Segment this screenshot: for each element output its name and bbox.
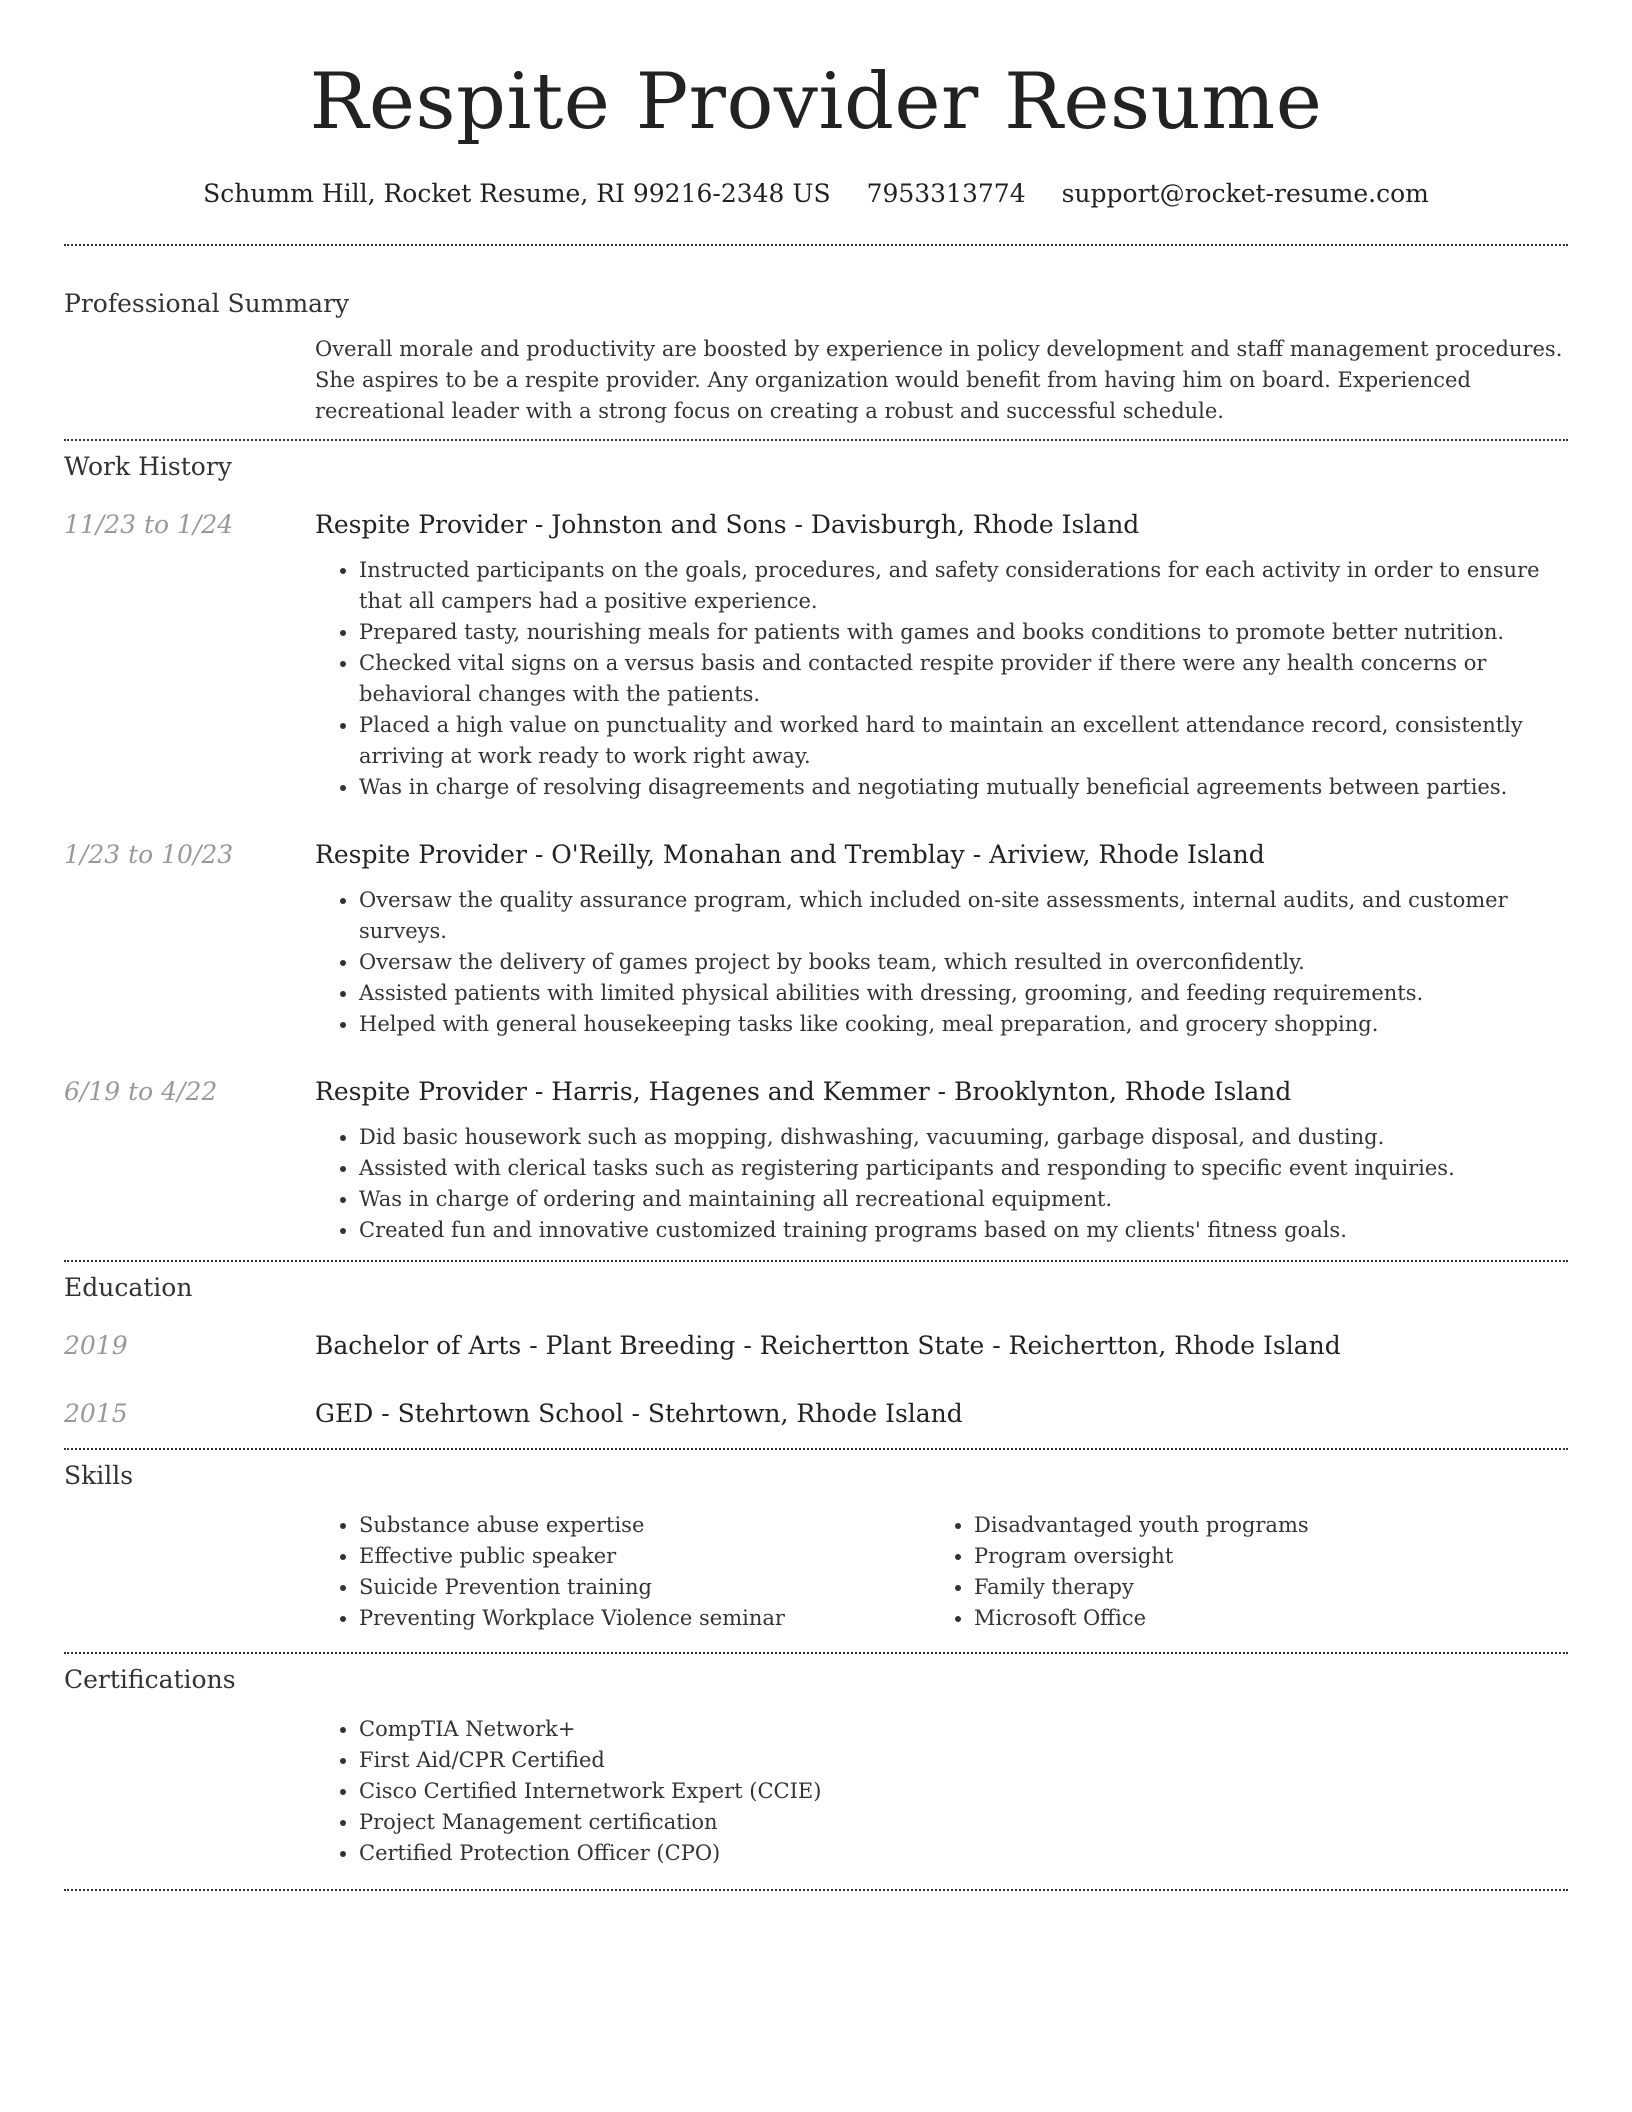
list-item: • Oversaw the delivery of games project by books team, which resulted in overconfidently. [359, 947, 1568, 978]
skills-section [64, 1450, 1568, 1634]
list-item: • Assisted patients with limited physical abilities with dressing, grooming, and feeding requirements. [359, 978, 1568, 1009]
contact-line [64, 178, 1568, 210]
list-item: • Project Management certification [359, 1807, 930, 1838]
job-title: Respite Provider - Johnston and Sons - Davisburgh, Rhode Island [315, 510, 1140, 539]
list-item: • Helped with general housekeeping tasks like cooking, meal preparation, and grocery shopping. [359, 1009, 1568, 1040]
list-item: • Suicide Prevention training [359, 1572, 930, 1603]
education-text: GED - Stehrtown School - Stehrtown, Rhode Island [315, 1399, 963, 1428]
education-text: Bachelor of Arts - Plant Breeding - Reichertton State - Reichertton, Rhode Island [315, 1331, 1341, 1360]
list-item: • Did basic housework such as mopping, dishwashing, vacuuming, garbage disposal, and dusting. [359, 1122, 1568, 1153]
contact-email: support@rocket-resume.com [1061, 179, 1429, 208]
section-heading-work: Work History [64, 452, 232, 481]
list-item: • Prepared tasty, nourishing meals for patients with games and books conditions to promote better nutrition. [359, 617, 1568, 648]
job-bullets [315, 1122, 1568, 1246]
list-item: • Checked vital signs on a versus basis and contacted respite provider if there were any health concerns or behavioral changes with the patients. [359, 648, 1568, 710]
list-item: • First Aid/CPR Certified [359, 1745, 930, 1776]
section-heading-education: Education [64, 1273, 193, 1302]
list-item: • Substance abuse expertise [359, 1510, 930, 1541]
job-bullets [315, 555, 1568, 803]
education-entry [64, 1330, 1568, 1362]
certifications-section [64, 1654, 1568, 1869]
job-title: Respite Provider - Harris, Hagenes and Kemmer - Brooklynton, Rhode Island [315, 1077, 1292, 1106]
job-entry [64, 839, 1568, 1040]
work-section [64, 441, 1568, 1246]
job-dates: 6/19 to 4/22 [64, 1077, 218, 1106]
list-item: • Disadvantaged youth programs [974, 1510, 1545, 1541]
list-item: • Preventing Workplace Violence seminar [359, 1603, 930, 1634]
contact-address: Schumm Hill, Rocket Resume, RI 99216-2348 US [203, 179, 831, 208]
certifications-list [315, 1714, 1568, 1869]
list-item: • Assisted with clerical tasks such as registering participants and responding to specific event inquiries. [359, 1153, 1568, 1184]
job-header [64, 1076, 1568, 1108]
list-item: • Was in charge of resolving disagreements and negotiating mutually beneficial agreements between parties. [359, 772, 1568, 803]
education-year: 2019 [64, 1331, 128, 1360]
list-item: • Program oversight [974, 1541, 1545, 1572]
job-header [64, 839, 1568, 871]
job-header [64, 509, 1568, 541]
education-section [64, 1262, 1568, 1430]
list-item: • Family therapy [974, 1572, 1545, 1603]
list-item: • Cisco Certified Internetwork Expert (CCIE) [359, 1776, 930, 1807]
job-entry [64, 509, 1568, 803]
section-heading-skills: Skills [64, 1461, 134, 1490]
list-item: • Instructed participants on the goals, procedures, and safety considerations for each activity in order to ensure that all campers had a positive experience. [359, 555, 1568, 617]
education-year: 2015 [64, 1399, 128, 1428]
summary-text: Overall morale and productivity are boosted by experience in policy development and staff management procedures. She aspires to be a respite provider. Any organization would benefit from having him on board. Experienced recreational leader with a strong focus on creating a robust and successful schedule. [315, 337, 1563, 423]
job-bullets [315, 885, 1568, 1040]
list-item: • Oversaw the quality assurance program, which included on-site assessments, internal audits, and customer surveys. [359, 885, 1568, 947]
contact-phone: 7953313774 [866, 179, 1026, 208]
list-item: • Effective public speaker [359, 1541, 930, 1572]
section-heading-summary: Professional Summary [64, 289, 350, 318]
list-item: • Created fun and innovative customized training programs based on my clients' fitness goals. [359, 1215, 1568, 1246]
job-entry [64, 1076, 1568, 1246]
job-title: Respite Provider - O'Reilly, Monahan and Tremblay - Ariview, Rhode Island [315, 840, 1265, 869]
list-item: • Certified Protection Officer (CPO) [359, 1838, 930, 1869]
job-dates: 11/23 to 1/24 [64, 510, 234, 539]
section-heading-certifications: Certifications [64, 1665, 236, 1694]
list-item: • Was in charge of ordering and maintaining all recreational equipment. [359, 1184, 1568, 1215]
resume-header [64, 0, 1568, 210]
certifications-column [315, 1714, 930, 1869]
job-dates: 1/23 to 10/23 [64, 840, 234, 869]
education-entry [64, 1398, 1568, 1430]
summary-section [64, 246, 1568, 427]
skills-column [315, 1510, 930, 1634]
page-title: Respite Provider Resume [309, 57, 1323, 147]
list-item: • Placed a high value on punctuality and worked hard to maintain an excellent attendance record, consistently arriving at work ready to work right away. [359, 710, 1568, 772]
list-item: • Microsoft Office [974, 1603, 1545, 1634]
skills-column [930, 1510, 1545, 1634]
divider [64, 1889, 1568, 1891]
skills-grid [315, 1510, 1568, 1634]
list-item: • CompTIA Network+ [359, 1714, 930, 1745]
